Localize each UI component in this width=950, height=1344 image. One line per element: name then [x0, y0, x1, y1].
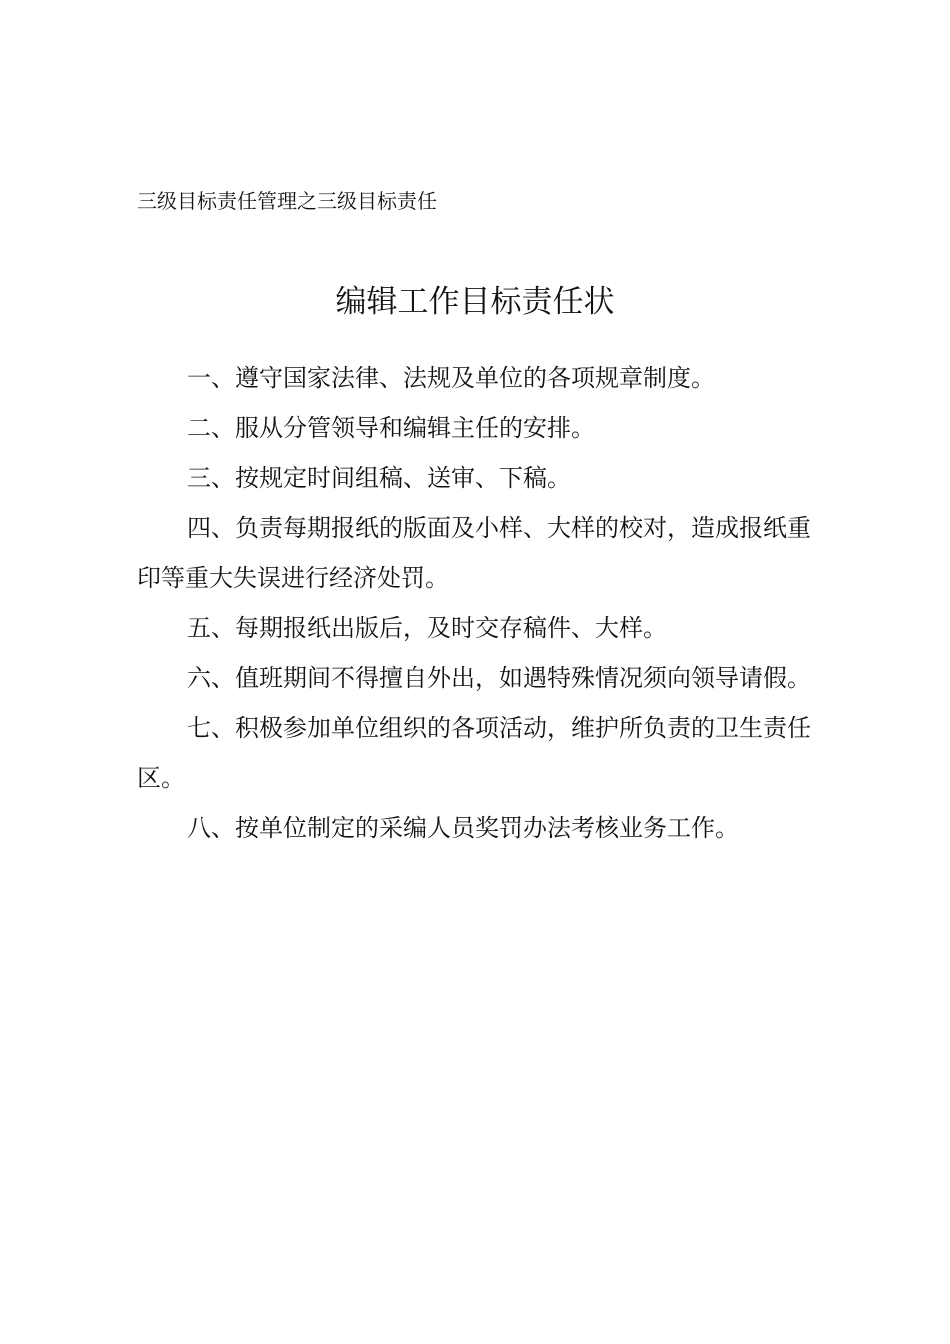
- responsibility-item: 五、每期报纸出版后，及时交存稿件、大样。: [187, 614, 667, 642]
- responsibility-item: 三、按规定时间组稿、送审、下稿。: [187, 464, 571, 492]
- responsibility-item: 七、积极参加单位组织的各项活动，维护所负责的卫生责任区。: [137, 714, 811, 792]
- responsibility-list: [137, 353, 817, 853]
- document-title: 编辑工作目标责任状: [335, 284, 615, 320]
- responsibility-item: 四、负责每期报纸的版面及小样、大样的校对，造成报纸重印等重大失误进行经济处罚。: [137, 514, 811, 592]
- responsibility-item: 八、按单位制定的采编人员奖罚办法考核业务工作。: [187, 814, 739, 842]
- document-header-title: 三级目标责任管理之三级目标责任: [137, 189, 437, 213]
- responsibility-item: 六、值班期间不得擅自外出，如遇特殊情况须向领导请假。: [187, 664, 811, 692]
- responsibility-item: 二、服从分管领导和编辑主任的安排。: [187, 414, 595, 442]
- responsibility-item: 一、遵守国家法律、法规及单位的各项规章制度。: [187, 364, 715, 392]
